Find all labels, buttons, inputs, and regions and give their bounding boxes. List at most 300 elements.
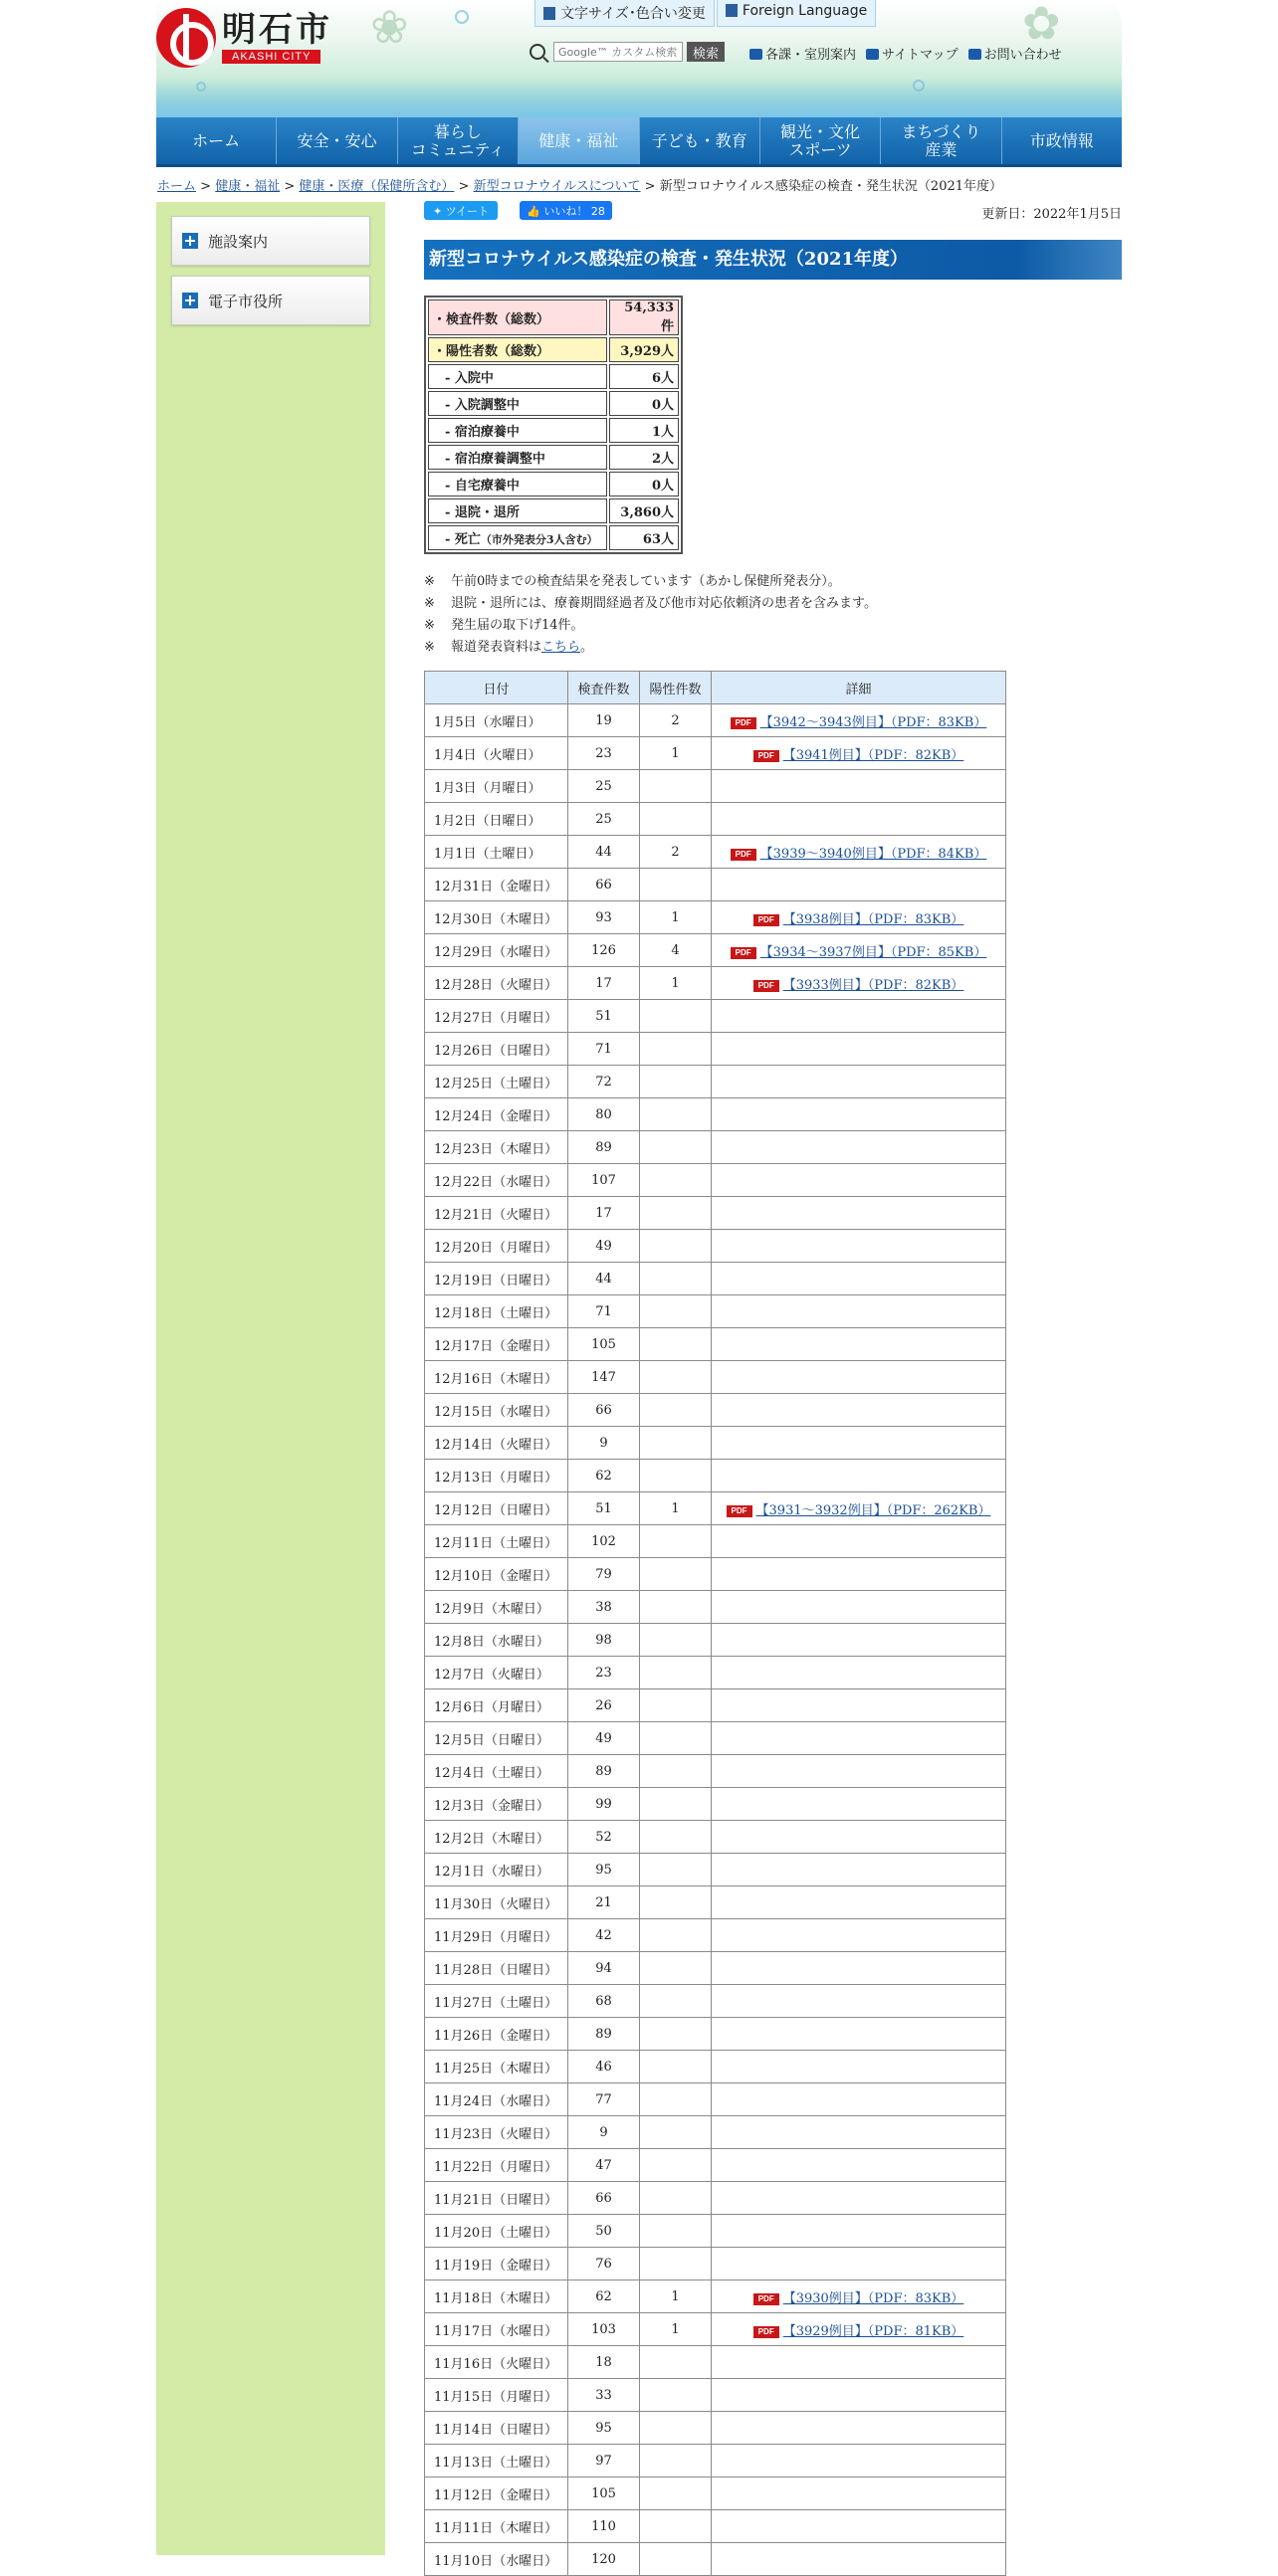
tests-cell: 94: [568, 1952, 640, 1985]
tests-cell: 17: [568, 1197, 640, 1230]
pdf-link[interactable]: 【3941例目】（PDF：82KB）: [782, 747, 964, 763]
positive-cell: [640, 770, 712, 803]
nav-item-city-info[interactable]: 市政情報: [1029, 130, 1094, 150]
tests-cell: 79: [568, 1558, 640, 1591]
positive-cell: [640, 2018, 712, 2051]
detail-cell: [712, 2445, 1006, 2477]
detail-cell: [712, 2477, 1006, 2510]
tests-cell: 38: [568, 1591, 640, 1624]
tests-cell: 17: [568, 967, 640, 1000]
note-item: [424, 615, 877, 637]
note-text: [451, 571, 841, 593]
breadcrumb-current: 新型コロナウイルス感染症の検査・発生状況（2021年度）: [659, 179, 1003, 194]
detail-cell: [712, 1000, 1006, 1033]
tests-cell: 147: [568, 1361, 640, 1394]
tests-cell: 9: [568, 2116, 640, 2149]
tests-cell: 105: [568, 1328, 640, 1361]
date-cell: 12月29日（水曜日）: [425, 934, 568, 967]
page-title: 新型コロナウイルス感染症の検査・発生状況（2021年度）: [424, 240, 1122, 280]
detail-cell: [712, 1131, 1006, 1164]
tests-cell: 102: [568, 1525, 640, 1558]
detail-cell: [712, 737, 1006, 770]
nav-item-children[interactable]: 子ども・教育: [640, 117, 760, 164]
summary-row: [428, 525, 679, 550]
pdf-link[interactable]: 【3931～3932例目】（PDF：262KB）: [755, 1502, 991, 1518]
column-header: 陽性件数: [640, 672, 712, 704]
updated-date: 更新日：2022年1月5日: [981, 207, 1122, 222]
positive-cell: [640, 1427, 712, 1460]
positive-cell: [640, 2510, 712, 2543]
tests-cell: 50: [568, 2215, 640, 2248]
date-cell: 11月16日（火曜日）: [425, 2346, 568, 2379]
sidebar-item-e-city-hall[interactable]: [171, 276, 370, 325]
detail-cell: [712, 1394, 1006, 1427]
positive-cell: [640, 1066, 712, 1098]
pdf-link[interactable]: 【3929例目】（PDF：81KB）: [782, 2323, 964, 2339]
date-cell: 11月24日（水曜日）: [425, 2083, 568, 2116]
tests-cell: 126: [568, 934, 640, 967]
tests-cell: 46: [568, 2051, 640, 2083]
detail-cell: [712, 967, 1006, 1000]
detail-cell: [712, 1689, 1006, 1722]
positive-cell: [640, 1328, 712, 1361]
summary-label: [428, 391, 607, 416]
detail-cell: [712, 1886, 1006, 1919]
breadcrumb-health-medical[interactable]: 健康・医療（保健所含む）: [299, 179, 455, 194]
date-cell: 12月3日（金曜日）: [425, 1788, 568, 1821]
note-item: [424, 593, 877, 615]
search-input[interactable]: [553, 42, 683, 62]
detail-cell: [712, 1033, 1006, 1066]
detail-cell: [712, 1919, 1006, 1952]
table-row: [425, 1263, 1006, 1295]
notes: [424, 571, 877, 659]
table-row: [425, 2346, 1006, 2379]
detail-cell: [712, 1525, 1006, 1558]
summary-label-text: ・陽性者数（総数）: [433, 344, 550, 359]
summary-label: [428, 418, 607, 443]
tests-cell: 23: [568, 737, 640, 770]
detail-cell: [712, 2313, 1006, 2346]
detail-cell: [712, 869, 1006, 901]
detail-cell: [712, 1624, 1006, 1657]
nav-item-tourism[interactable]: 観光・文化 スポーツ: [760, 117, 881, 164]
date-cell: 12月30日（木曜日）: [425, 901, 568, 934]
date-cell: 11月19日（金曜日）: [425, 2248, 568, 2280]
search-button[interactable]: 検索: [687, 42, 725, 62]
date-cell: 12月15日（水曜日）: [425, 1394, 568, 1427]
tweet-button[interactable]: [424, 201, 498, 220]
note-mark: ※: [424, 574, 435, 589]
date-cell: 12月9日（木曜日）: [425, 1591, 568, 1624]
city-logo[interactable]: [156, 8, 332, 68]
sitemap-link[interactable]: [866, 44, 958, 63]
positive-cell: [640, 1131, 712, 1164]
date-cell: 12月19日（日曜日）: [425, 1263, 568, 1295]
department-guide-link[interactable]: [749, 44, 856, 63]
tests-cell: 44: [568, 836, 640, 869]
tests-cell: 19: [568, 704, 640, 737]
tests-cell: 110: [568, 2510, 640, 2543]
positive-cell: [640, 2182, 712, 2215]
detail-cell: [712, 1591, 1006, 1624]
summary-label-text: - 宿泊療養中: [445, 425, 520, 440]
summary-value: 54,333件: [609, 299, 679, 335]
detail-cell: [712, 1295, 1006, 1328]
tests-cell: 120: [568, 2543, 640, 2576]
table-row: [425, 2412, 1006, 2445]
positive-cell: [640, 1821, 712, 1854]
summary-label: [428, 299, 607, 335]
breadcrumb-covid[interactable]: 新型コロナウイルスについて: [473, 179, 641, 194]
note-body: 報道発表資料は: [451, 640, 542, 655]
page-icon: [543, 7, 555, 20]
date-cell: 11月10日（水曜日）: [425, 2543, 568, 2576]
pdf-icon: PDF: [753, 2293, 779, 2305]
table-row: [425, 2543, 1006, 2576]
tests-cell: 9: [568, 1427, 640, 1460]
date-cell: 11月17日（水曜日）: [425, 2313, 568, 2346]
detail-cell: [712, 1230, 1006, 1263]
column-header: 検査件数: [568, 672, 640, 704]
search-icon: [530, 44, 545, 60]
positive-cell: 2: [640, 704, 712, 737]
tests-cell: 66: [568, 2182, 640, 2215]
nav-item-health[interactable]: 健康・福祉: [519, 117, 639, 164]
positive-cell: [640, 1722, 712, 1755]
summary-row: [428, 299, 679, 335]
date-cell: 1月5日（水曜日）: [425, 704, 568, 737]
table-row: [425, 934, 1006, 967]
table-row: [425, 1098, 1006, 1131]
detail-cell: [712, 2182, 1006, 2215]
tests-cell: 21: [568, 1886, 640, 1919]
table-row: [425, 1689, 1006, 1722]
date-cell: 12月10日（金曜日）: [425, 1558, 568, 1591]
tests-cell: 25: [568, 770, 640, 803]
date-cell: 12月16日（木曜日）: [425, 1361, 568, 1394]
note-mark: ※: [424, 596, 435, 611]
summary-row: [428, 445, 679, 470]
nav-item-town[interactable]: まちづくり 産業: [881, 117, 1001, 164]
detail-cell: [712, 1427, 1006, 1460]
positive-cell: [640, 2248, 712, 2280]
positive-cell: [640, 1295, 712, 1328]
detail-cell: [712, 2083, 1006, 2116]
summary-label-text: - 退院・退所: [445, 505, 520, 520]
cases-table: [424, 671, 1006, 2576]
table-row: [425, 2116, 1006, 2149]
positive-cell: 1: [640, 737, 712, 770]
table-row: [425, 704, 1006, 737]
summary-row: [428, 391, 679, 416]
logo-title: 明石市: [222, 10, 332, 50]
table-row: [425, 1624, 1006, 1657]
bubble-decoration: [455, 10, 469, 24]
pdf-link[interactable]: 【3930例目】（PDF：83KB）: [782, 2290, 964, 2306]
tests-cell: 62: [568, 2280, 640, 2313]
bubble-decoration: [196, 82, 206, 92]
tests-cell: 51: [568, 1492, 640, 1525]
table-row: [425, 1361, 1006, 1394]
nav-item-community[interactable]: 暮らし コミュニティ: [398, 117, 519, 164]
tests-cell: 33: [568, 2379, 640, 2412]
summary-label: [428, 364, 607, 389]
positive-cell: 1: [640, 2280, 712, 2313]
like-label: いいね！ 28: [543, 205, 605, 218]
table-row: [425, 901, 1006, 934]
positive-cell: [640, 1033, 712, 1066]
detail-cell: [712, 2248, 1006, 2280]
note-mark: ※: [424, 618, 435, 633]
date-cell: 11月22日（月曜日）: [425, 2149, 568, 2182]
tests-cell: 98: [568, 1624, 640, 1657]
tests-cell: 72: [568, 1066, 640, 1098]
date-cell: 12月2日（木曜日）: [425, 1821, 568, 1854]
arrow-icon: [866, 49, 879, 60]
note-item: [424, 571, 877, 593]
table-row: [425, 2182, 1006, 2215]
contact-link[interactable]: [968, 44, 1062, 63]
table-row: [425, 1952, 1006, 1985]
table-row: [425, 1657, 1006, 1689]
twitter-bird-icon: ✦: [433, 205, 446, 218]
tests-cell: 52: [568, 1821, 640, 1854]
date-cell: 12月31日（金曜日）: [425, 869, 568, 901]
breadcrumb-home[interactable]: ホーム: [157, 179, 197, 194]
positive-cell: [640, 2412, 712, 2445]
detail-cell: [712, 1263, 1006, 1295]
nav-item-home[interactable]: ホーム: [156, 117, 277, 164]
date-cell: 11月14日（日曜日）: [425, 2412, 568, 2445]
pdf-icon: PDF: [731, 947, 756, 959]
table-row: [425, 1033, 1006, 1066]
tests-cell: 18: [568, 2346, 640, 2379]
summary-label-text: ・検査件数（総数）: [433, 311, 550, 327]
date-cell: 11月12日（金曜日）: [425, 2477, 568, 2510]
date-cell: 11月15日（月曜日）: [425, 2379, 568, 2412]
detail-cell: [712, 1558, 1006, 1591]
tests-cell: 25: [568, 803, 640, 836]
tests-cell: 47: [568, 2149, 640, 2182]
positive-cell: [640, 1230, 712, 1263]
date-cell: 12月4日（土曜日）: [425, 1755, 568, 1788]
note-text: [451, 593, 877, 615]
tests-cell: 97: [568, 2445, 640, 2477]
detail-cell: [712, 2379, 1006, 2412]
summary-value: 3,860人: [609, 498, 679, 523]
summary-value: 63人: [609, 525, 679, 550]
tests-cell: 103: [568, 2313, 640, 2346]
foreign-language-tab[interactable]: [717, 0, 876, 27]
date-cell: 11月13日（土曜日）: [425, 2445, 568, 2477]
detail-cell: [712, 2215, 1006, 2248]
table-row: [425, 1525, 1006, 1558]
table-row: [425, 967, 1006, 1000]
tests-cell: 89: [568, 2018, 640, 2051]
tests-cell: 71: [568, 1295, 640, 1328]
column-header: 詳細: [712, 672, 1006, 704]
table-row: [425, 2018, 1006, 2051]
table-row: [425, 1394, 1006, 1427]
sidebar-item-facilities[interactable]: [171, 216, 370, 266]
summary-label: [428, 472, 607, 496]
positive-cell: [640, 1624, 712, 1657]
tests-cell: 95: [568, 2412, 640, 2445]
detail-cell: [712, 1460, 1006, 1492]
tests-cell: 66: [568, 869, 640, 901]
sidebar-item-label: 電子市役所: [208, 292, 284, 310]
positive-cell: [640, 2149, 712, 2182]
summary-value: 1人: [609, 418, 679, 443]
table-row: [425, 836, 1006, 869]
detail-cell: [712, 803, 1006, 836]
date-cell: 1月3日（月曜日）: [425, 770, 568, 803]
date-cell: 12月21日（火曜日）: [425, 1197, 568, 1230]
table-row: [425, 2510, 1006, 2543]
tests-cell: 95: [568, 1854, 640, 1886]
tests-cell: 89: [568, 1131, 640, 1164]
table-row: [425, 803, 1006, 836]
date-cell: 12月18日（土曜日）: [425, 1295, 568, 1328]
summary-label: [428, 525, 607, 550]
summary-label-text: - 入院中: [445, 371, 494, 386]
positive-cell: [640, 1952, 712, 1985]
pdf-link[interactable]: 【3933例目】（PDF：82KB）: [782, 977, 964, 993]
octopus-decoration-icon: ✿: [1022, 0, 1061, 50]
positive-cell: [640, 1000, 712, 1033]
column-header: 日付: [425, 672, 568, 704]
positive-cell: [640, 1919, 712, 1952]
date-cell: 12月28日（火曜日）: [425, 967, 568, 1000]
date-cell: 11月25日（木曜日）: [425, 2051, 568, 2083]
positive-cell: [640, 2379, 712, 2412]
plus-icon: [182, 233, 198, 249]
press-release-link[interactable]: こちら: [541, 640, 581, 655]
positive-cell: [640, 2051, 712, 2083]
positive-cell: [640, 2083, 712, 2116]
positive-cell: [640, 1460, 712, 1492]
social-buttons: [424, 201, 612, 220]
pdf-icon: PDF: [753, 914, 779, 926]
tests-cell: 66: [568, 1394, 640, 1427]
summary-label: [428, 445, 607, 470]
table-row: [425, 869, 1006, 901]
positive-cell: [640, 1657, 712, 1689]
date-cell: 1月4日（火曜日）: [425, 737, 568, 770]
tab-label: 文字サイズ･色合い変更: [560, 6, 706, 22]
positive-cell: [640, 1558, 712, 1591]
positive-cell: [640, 2346, 712, 2379]
tests-cell: 23: [568, 1657, 640, 1689]
detail-cell: [712, 2510, 1006, 2543]
detail-cell: [712, 770, 1006, 803]
detail-cell: [712, 2116, 1006, 2149]
tests-cell: 62: [568, 1460, 640, 1492]
detail-cell: [712, 1985, 1006, 2018]
positive-cell: [640, 869, 712, 901]
tests-cell: 49: [568, 1230, 640, 1263]
octopus-decoration-icon: ❀: [370, 0, 409, 54]
detail-cell: [712, 1952, 1006, 1985]
table-row: [425, 2149, 1006, 2182]
positive-cell: 2: [640, 836, 712, 869]
pdf-link[interactable]: 【3934～3937例目】（PDF：85KB）: [759, 944, 987, 960]
positive-cell: [640, 1394, 712, 1427]
table-row: [425, 1295, 1006, 1328]
tests-cell: 26: [568, 1689, 640, 1722]
detail-cell: [712, 836, 1006, 869]
detail-cell: [712, 1821, 1006, 1854]
note-after: 。: [580, 640, 594, 655]
detail-cell: [712, 1788, 1006, 1821]
date-cell: 12月25日（土曜日）: [425, 1066, 568, 1098]
tests-cell: 44: [568, 1263, 640, 1295]
page-icon: [726, 4, 738, 17]
positive-cell: [640, 2477, 712, 2510]
like-button[interactable]: [520, 201, 612, 220]
site-search: [530, 42, 725, 62]
positive-cell: [640, 1164, 712, 1197]
table-row: [425, 737, 1006, 770]
nav-item-safety[interactable]: 安全・安心: [277, 117, 397, 164]
date-cell: 12月17日（金曜日）: [425, 1328, 568, 1361]
font-size-color-tab[interactable]: [534, 0, 715, 27]
note-body: 発生届の取下げ14件。: [451, 618, 584, 633]
thumbs-up-icon: 👍: [527, 205, 544, 218]
logo-subtitle: AKASHI CITY: [222, 50, 320, 64]
table-row: [425, 1000, 1006, 1033]
date-cell: 12月20日（月曜日）: [425, 1230, 568, 1263]
table-row: [425, 1197, 1006, 1230]
pdf-link[interactable]: 【3942～3943例目】（PDF：83KB）: [759, 714, 987, 730]
table-row: [425, 1164, 1006, 1197]
pdf-icon: PDF: [753, 2326, 779, 2338]
positive-cell: [640, 1788, 712, 1821]
breadcrumb: ホーム > 健康・福祉 > 健康・医療（保健所含む） > 新型コロナウイルスについて > 新型コロナウイルス感染症の検査・発生状況（2021年度）: [157, 179, 1003, 194]
date-cell: 1月2日（日曜日）: [425, 803, 568, 836]
detail-cell: [712, 1197, 1006, 1230]
breadcrumb-health-welfare[interactable]: 健康・福祉: [215, 179, 281, 194]
date-cell: 11月30日（火曜日）: [425, 1886, 568, 1919]
positive-cell: [640, 1263, 712, 1295]
utility-links: [749, 44, 1062, 63]
date-cell: 11月26日（金曜日）: [425, 2018, 568, 2051]
detail-cell: [712, 2543, 1006, 2576]
tweet-label: ツイート: [445, 205, 490, 218]
table-row: [425, 1131, 1006, 1164]
summary-row: [428, 498, 679, 523]
table-row: [425, 770, 1006, 803]
date-cell: 11月23日（火曜日）: [425, 2116, 568, 2149]
pdf-link[interactable]: 【3939～3940例目】（PDF：84KB）: [759, 846, 987, 862]
detail-cell: [712, 1492, 1006, 1525]
note-text: [451, 637, 593, 659]
table-row: [425, 1886, 1006, 1919]
pdf-link[interactable]: 【3938例目】（PDF：83KB）: [782, 911, 964, 927]
table-row: [425, 1722, 1006, 1755]
date-cell: 11月28日（日曜日）: [425, 1952, 568, 1985]
date-cell: 12月11日（土曜日）: [425, 1525, 568, 1558]
date-cell: 12月7日（火曜日）: [425, 1657, 568, 1689]
date-cell: 11月29日（月曜日）: [425, 1919, 568, 1952]
positive-cell: [640, 2116, 712, 2149]
tests-cell: 105: [568, 2477, 640, 2510]
arrow-icon: [968, 49, 981, 60]
positive-cell: [640, 1689, 712, 1722]
summary-value: 0人: [609, 472, 679, 496]
positive-cell: 1: [640, 1492, 712, 1525]
